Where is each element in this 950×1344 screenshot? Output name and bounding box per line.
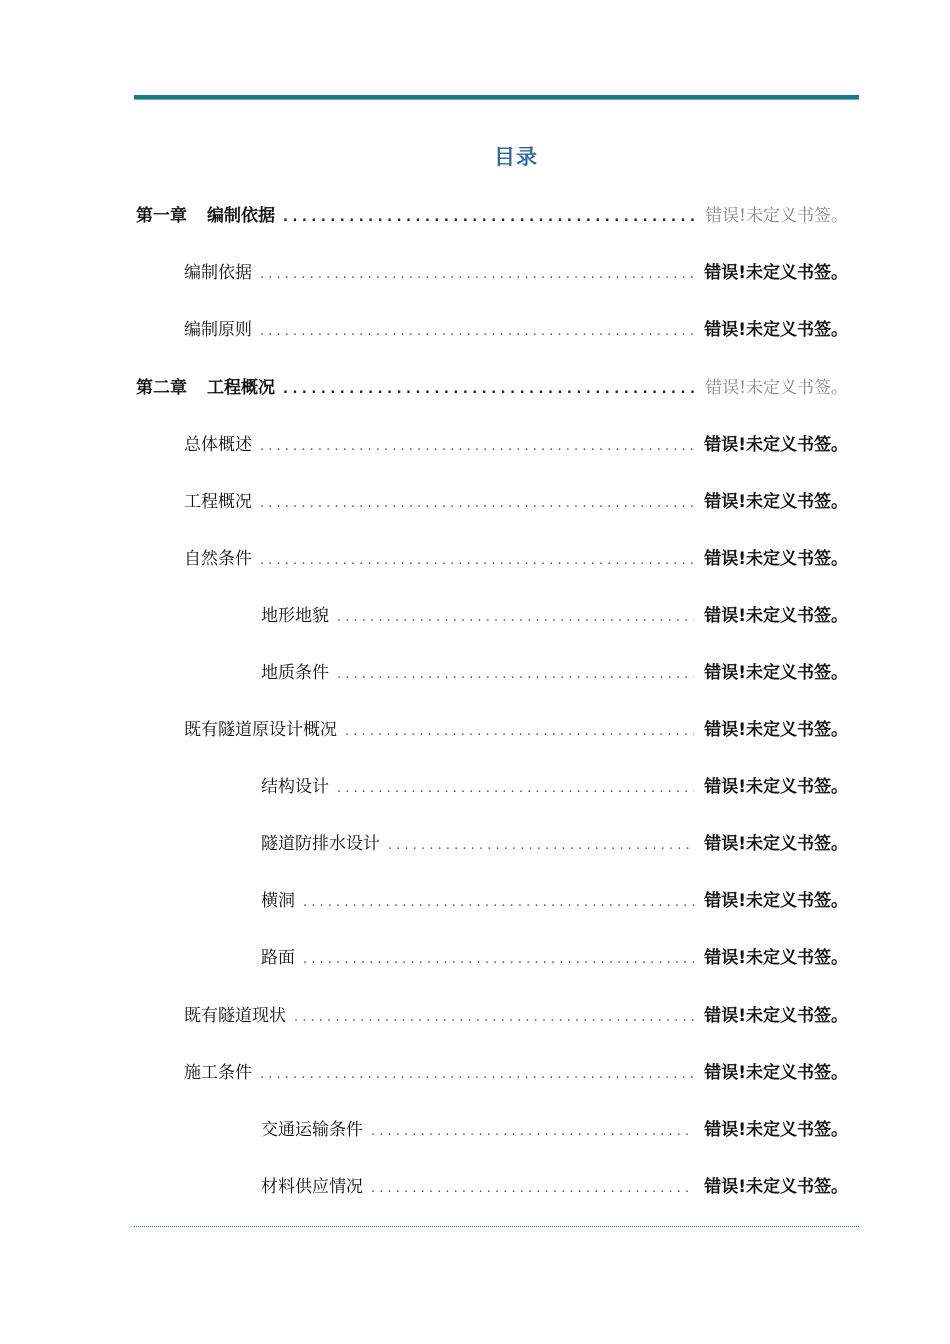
entry-title: 总体概述 xyxy=(184,435,252,455)
entry-title: 地形地貌 xyxy=(261,606,329,626)
entry-page-ref: 错误!未定义书签。 xyxy=(704,720,848,740)
dot-leader xyxy=(388,834,694,858)
entry-page-ref: 错误!未定义书签。 xyxy=(704,1120,848,1140)
dot-leader xyxy=(337,663,694,687)
entry-title: 隧道防排水设计 xyxy=(261,834,380,854)
entry-page-ref: 错误!未定义书签。 xyxy=(704,1006,848,1026)
dot-leader xyxy=(371,1177,694,1201)
toc-entry-chapter-2[interactable] xyxy=(136,376,848,402)
toc-entry[interactable] xyxy=(261,832,848,858)
entry-title: 工程概况 xyxy=(207,378,275,398)
toc-entry-chapter-1[interactable] xyxy=(136,204,848,230)
toc-title: 目录 xyxy=(494,145,538,169)
entry-title: 编制依据 xyxy=(184,263,252,283)
entry-page-ref: 错误!未定义书签。 xyxy=(704,320,848,340)
entry-title: 自然条件 xyxy=(184,549,252,569)
entry-title: 编制依据 xyxy=(207,206,275,226)
toc-entry[interactable] xyxy=(261,661,848,687)
entry-page-ref: 错误!未定义书签。 xyxy=(704,777,848,797)
entry-title: 既有隧道原设计概况 xyxy=(184,720,337,740)
entry-page-ref: 错误!未定义书签。 xyxy=(704,435,848,455)
entry-page-ref: 错误!未定义书签。 xyxy=(704,948,848,968)
toc-entry[interactable] xyxy=(261,604,848,630)
toc-entry[interactable] xyxy=(261,1118,848,1144)
entry-page-ref: 错误!未定义书签。 xyxy=(704,891,848,911)
entry-title: 工程概况 xyxy=(184,492,252,512)
dot-leader xyxy=(371,1120,694,1144)
toc-entry[interactable] xyxy=(261,946,848,972)
toc-entry[interactable] xyxy=(184,261,848,287)
entry-page-ref: 错误!未定义书签。 xyxy=(704,663,848,683)
dot-leader xyxy=(260,549,694,573)
entry-title: 横洞 xyxy=(261,891,295,911)
toc-entry[interactable] xyxy=(184,433,848,459)
entry-title: 交通运输条件 xyxy=(261,1120,363,1140)
entry-title: 编制原则 xyxy=(184,320,252,340)
dot-leader xyxy=(283,378,695,402)
header-rule xyxy=(134,95,859,100)
toc-entry[interactable] xyxy=(261,775,848,801)
dot-leader xyxy=(260,320,694,344)
toc-entry[interactable] xyxy=(261,1175,848,1201)
entry-page-ref: 错误!未定义书签。 xyxy=(705,378,848,398)
toc-entry[interactable] xyxy=(184,547,848,573)
entry-title: 结构设计 xyxy=(261,777,329,797)
entry-page-ref: 错误!未定义书签。 xyxy=(704,1177,848,1197)
toc-entry[interactable] xyxy=(184,318,848,344)
chapter-number: 第二章 xyxy=(136,378,187,398)
dot-leader xyxy=(337,606,694,630)
entry-page-ref: 错误!未定义书签。 xyxy=(704,834,848,854)
entry-title: 路面 xyxy=(261,948,295,968)
dot-leader xyxy=(283,206,695,230)
entry-title: 施工条件 xyxy=(184,1063,252,1083)
dot-leader xyxy=(294,1006,694,1030)
toc-entry[interactable] xyxy=(184,1004,848,1030)
entry-title: 材料供应情况 xyxy=(261,1177,363,1197)
dot-leader xyxy=(303,891,694,915)
footer-rule xyxy=(134,1226,859,1227)
entry-page-ref: 错误!未定义书签。 xyxy=(705,206,848,226)
toc-entry[interactable] xyxy=(184,490,848,516)
dot-leader xyxy=(303,948,694,972)
toc-entry[interactable] xyxy=(184,718,848,744)
entry-page-ref: 错误!未定义书签。 xyxy=(704,549,848,569)
entry-page-ref: 错误!未定义书签。 xyxy=(704,492,848,512)
dot-leader xyxy=(260,492,694,516)
entry-title: 地质条件 xyxy=(261,663,329,683)
dot-leader xyxy=(345,720,694,744)
chapter-number: 第一章 xyxy=(136,206,187,226)
toc-entry[interactable] xyxy=(184,1061,848,1087)
toc-entry[interactable] xyxy=(261,889,848,915)
dot-leader xyxy=(260,1063,694,1087)
entry-page-ref: 错误!未定义书签。 xyxy=(704,1063,848,1083)
dot-leader xyxy=(260,263,694,287)
entry-title: 既有隧道现状 xyxy=(184,1006,286,1026)
dot-leader xyxy=(337,777,694,801)
dot-leader xyxy=(260,435,694,459)
entry-page-ref: 错误!未定义书签。 xyxy=(704,606,848,626)
entry-page-ref: 错误!未定义书签。 xyxy=(704,263,848,283)
